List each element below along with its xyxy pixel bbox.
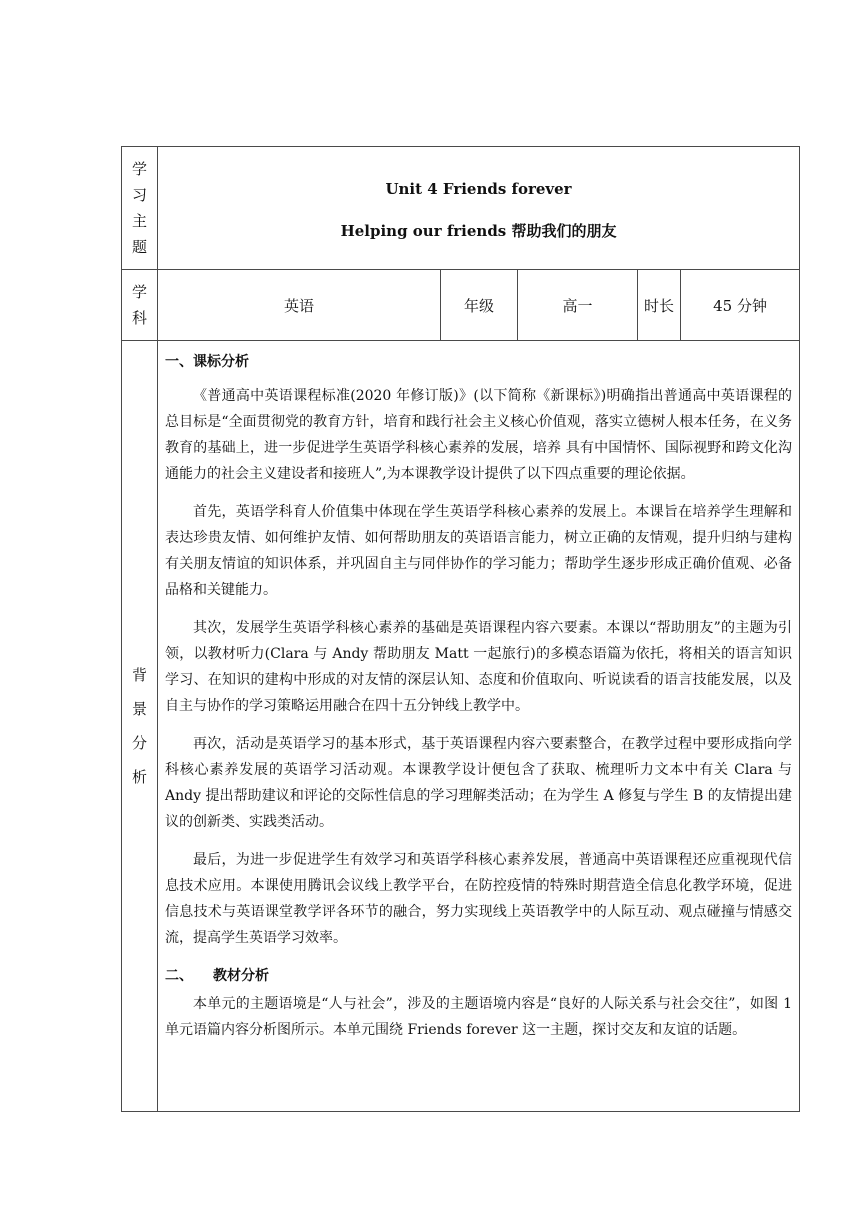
subject-row <box>122 270 800 341</box>
duration-value: 45 分钟 <box>681 270 800 341</box>
subject-label: 学 科 <box>122 270 158 341</box>
topic-row <box>122 147 800 270</box>
paragraph: 首先，英语学科育人价值集中体现在学生英语学科核心素养的发展上。本课旨在培养学生理解和表达珍贵友情、如何维护友情、如何帮助朋友的英语语言能力，树立正确的友情观，提升归纳与建构有关朋友情谊的知识体系，并巩固自主与同伴协作的学习能力；帮助学生逐步形成正确价值观、必备品格和关键能力。 <box>165 504 793 598</box>
paragraph: 最后，为进一步促进学生有效学习和英语学科核心素养发展，普通高中英语课程还应重视现代信息技术应用。本课使用腾讯会议线上教学平台，在防控疫情的特殊时期营造全信息化教学环境，促进信息技术与英语课堂教学评各环节的融合，努力实现线上英语教学中的人际互动、观点碰撞与情感交流，提高学生英语学习效率。 <box>165 852 793 946</box>
lesson-plan-table <box>121 146 799 1110</box>
grade-value: 高一 <box>518 270 638 341</box>
grade-label: 年级 <box>441 270 518 341</box>
section-heading-textbook: 二、 教材分析 <box>165 968 269 984</box>
background-label: 背 景 分 析 <box>122 341 158 1112</box>
lesson-grid <box>121 146 800 1112</box>
lesson-subtitle: Helping our friends 帮助我们的朋友 <box>340 221 617 240</box>
paragraph: 《普通高中英语课程标准(2020 年修订版)》(以下简称《新课标》)明确指出普通高中英语课程的总目标是“全面贯彻党的教育方针，培育和践行社会主义核心价值观，落实立德树人根本任务，在义务教育的基础上，进一步促进学生英语学科核心素养的发展，培养 具有中国情怀、国际视野和跨文化沟通能力的社会主义建设者和接班人”,为本课教学设计提供了以下四点重要的理论依据。 <box>165 388 793 482</box>
paragraph: 再次，活动是英语学习的基本形式，基于英语课程内容六要素整合，在教学过程中要形成指向学科核心素养发展的英语学习活动观。本课教学设计便包含了获取、梳理听力文本中有关 Clara 与 Andy 提出帮助建议和评论的交际性信息的学习理解类活动；在为学生 A 修复与学生 B 的友情提出建议的创新类、实践类活动。 <box>165 736 793 830</box>
background-content <box>158 341 800 1112</box>
paragraph: 其次，发展学生英语学科核心素养的基础是英语课程内容六要素。本课以“帮助朋友”的主题为引领，以教材听力(Clara 与 Andy 帮助朋友 Matt 一起旅行)的多模态语篇为依托，将相关的语言知识学习、在知识的建构中形成的对友情的深层认知、态度和价值取向、听说读看的语言技能发展，以及自主与协作的学习策略运用融合在四十五分钟线上教学中。 <box>165 620 793 714</box>
unit-title: Unit 4 Friends forever <box>385 179 572 198</box>
background-row <box>122 341 800 1112</box>
paragraph: 本单元的主题语境是“人与社会”，涉及的主题语境内容是“良好的人际关系与社会交往”，如图 1 单元语篇内容分析图所示。本单元围绕 Friends forever 这一主题，探讨交友和友谊的话题。 <box>165 996 793 1038</box>
duration-label: 时长 <box>638 270 681 341</box>
subject-value: 英语 <box>158 270 441 341</box>
section-heading-standards: 一、课标分析 <box>165 354 249 370</box>
topic-label: 学 习 主 题 <box>122 147 158 270</box>
topic-cell <box>158 147 800 270</box>
